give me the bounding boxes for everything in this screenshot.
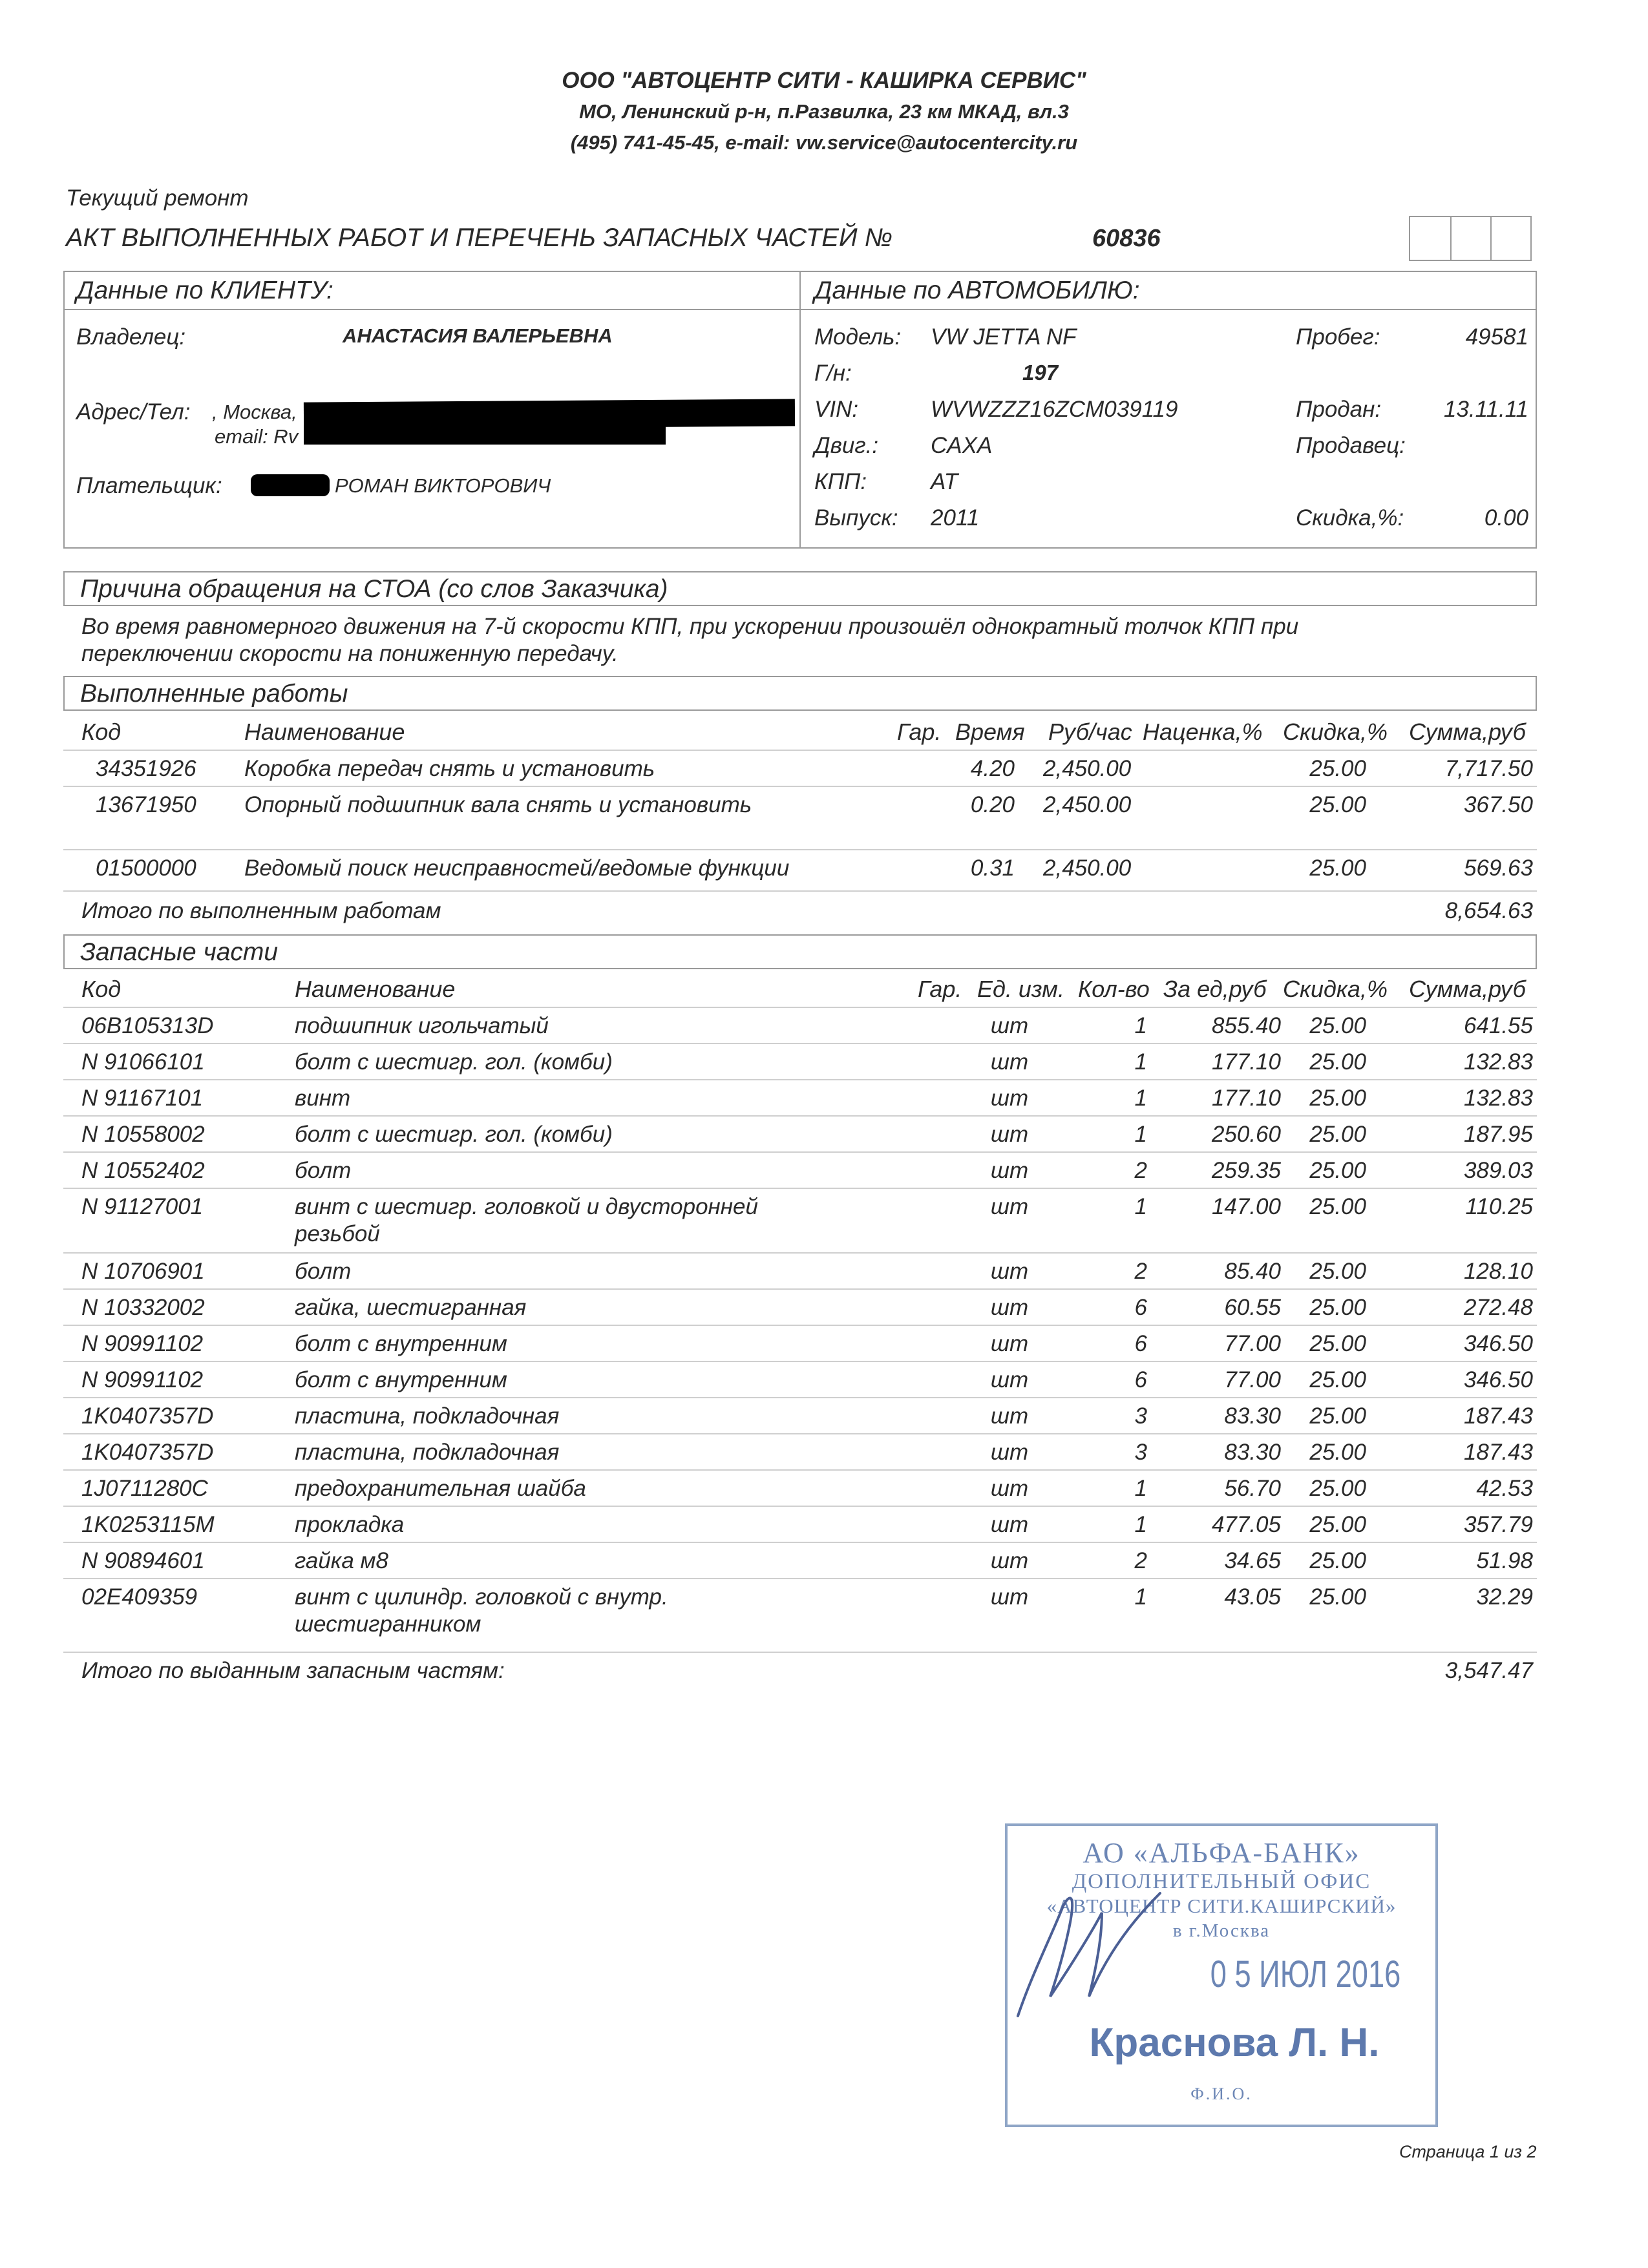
reason-heading: Причина обращения на СТОА (со слов Заказчика): [80, 575, 668, 603]
row-line: [63, 1469, 1537, 1471]
row-line: [63, 1151, 1537, 1153]
part-price: 250.60: [1211, 1122, 1281, 1147]
part-unit: шт: [990, 1403, 1029, 1429]
col-sum: Сумма,руб: [1409, 976, 1526, 1002]
part-code: N 91127001: [81, 1194, 204, 1219]
redaction-bar: [251, 474, 330, 496]
repair-type: Текущий ремонт: [66, 185, 249, 211]
part-sum: 187.43: [1463, 1440, 1533, 1465]
row-line: [63, 1188, 1537, 1189]
part-sum: 132.83: [1463, 1049, 1533, 1075]
work-code: 13671950: [96, 792, 196, 817]
parts-total-row: [0, 1658, 1648, 1694]
part-discount: 25.00: [1309, 1049, 1366, 1075]
table-row: [0, 1194, 1648, 1256]
part-sum: 32.29: [1476, 1584, 1533, 1610]
part-code: N 10706901: [81, 1259, 205, 1284]
row-line: [63, 786, 1537, 787]
part-price: 85.40: [1224, 1259, 1281, 1284]
work-name: Коробка передач снять и установить: [244, 756, 655, 781]
part-name: болт с шестигр. гол. (комби): [295, 1049, 613, 1075]
sold-value: 13.11.11: [1443, 397, 1528, 422]
part-unit: шт: [990, 1013, 1029, 1038]
signature-mark: [1005, 1867, 1199, 2035]
year-value: 2011: [931, 505, 980, 530]
part-qty: 3: [1134, 1440, 1147, 1465]
part-unit: шт: [990, 1295, 1029, 1320]
part-qty: 1: [1134, 1049, 1147, 1075]
part-qty: 6: [1134, 1331, 1147, 1356]
part-discount: 25.00: [1309, 1367, 1366, 1392]
work-code: 34351926: [96, 756, 196, 781]
part-discount: 25.00: [1309, 1476, 1366, 1501]
part-sum: 272.48: [1463, 1295, 1533, 1320]
part-price: 77.00: [1224, 1331, 1281, 1356]
part-qty: 2: [1134, 1259, 1147, 1284]
part-name: предохранительная шайба: [295, 1476, 586, 1501]
part-name: винт с шестигр. головкой и двусторонней: [295, 1194, 758, 1219]
year-label: Выпуск:: [814, 505, 898, 530]
company-address: МО, Ленинский р-н, п.Развилка, 23 км МКАД, вл.3: [579, 100, 1069, 123]
part-price: 56.70: [1224, 1476, 1281, 1501]
part-code: 1K0253115M: [81, 1512, 215, 1537]
part-sum: 132.83: [1463, 1086, 1533, 1111]
part-qty: 1: [1134, 1086, 1147, 1111]
work-rate: 2,450.00: [1043, 756, 1132, 781]
client-heading: Данные по КЛИЕНТУ:: [76, 277, 333, 304]
part-code: N 91167101: [81, 1086, 204, 1111]
part-unit: шт: [990, 1122, 1029, 1147]
part-code: 1J0711280C: [81, 1476, 208, 1501]
part-sum: 357.79: [1463, 1512, 1533, 1537]
row-line: [63, 1252, 1537, 1254]
part-name: гайка м8: [295, 1548, 388, 1573]
part-name: винт: [295, 1086, 351, 1111]
col-price: За ед,руб: [1163, 976, 1267, 1002]
part-price: 855.40: [1211, 1013, 1281, 1038]
part-name: болт: [295, 1259, 352, 1284]
part-price: 60.55: [1224, 1295, 1281, 1320]
part-discount: 25.00: [1309, 1403, 1366, 1429]
part-qty: 1: [1134, 1476, 1147, 1501]
row-line: [63, 1325, 1537, 1326]
part-name: болт с шестигр. гол. (комби): [295, 1122, 613, 1147]
row-line: [63, 1506, 1537, 1507]
part-price: 147.00: [1211, 1194, 1281, 1219]
part-qty: 2: [1134, 1158, 1147, 1183]
part-code: N 90991102: [81, 1367, 204, 1392]
part-sum: 389.03: [1463, 1158, 1533, 1183]
model-label: Модель:: [814, 324, 902, 350]
col-code: Код: [81, 976, 121, 1002]
part-qty: 2: [1134, 1548, 1147, 1573]
part-unit: шт: [990, 1512, 1029, 1537]
mileage-value: 49581: [1465, 324, 1528, 350]
col-warranty: Гар.: [918, 976, 962, 1002]
page-number: Страница 1 из 2: [1399, 2142, 1537, 2161]
parts-header-line: [63, 1007, 1537, 1008]
part-sum: 42.53: [1476, 1476, 1533, 1501]
col-sum: Сумма,руб: [1409, 719, 1526, 745]
part-sum: 51.98: [1476, 1548, 1533, 1573]
part-price: 34.65: [1224, 1548, 1281, 1573]
parts-total-label: Итого по выданным запасным частям:: [81, 1658, 505, 1683]
part-price: 477.05: [1211, 1512, 1281, 1537]
plate-label: Г/н:: [814, 361, 852, 386]
vehicle-heading: Данные по АВТОМОБИЛЮ:: [814, 277, 1140, 304]
part-qty: 1: [1134, 1013, 1147, 1038]
discount-value: 0.00: [1484, 505, 1528, 530]
part-discount: 25.00: [1309, 1440, 1366, 1465]
part-discount: 25.00: [1309, 1259, 1366, 1284]
col-code: Код: [81, 719, 121, 745]
part-name: подшипник игольчатый: [295, 1013, 549, 1038]
work-sum: 569.63: [1463, 856, 1533, 881]
work-discount: 25.00: [1309, 756, 1366, 781]
row-line: [63, 1652, 1537, 1653]
work-sum: 367.50: [1463, 792, 1533, 817]
part-price: 177.10: [1211, 1049, 1281, 1075]
works-total-label: Итого по выполненным работам: [81, 898, 441, 923]
part-discount: 25.00: [1309, 1584, 1366, 1610]
work-time: 4.20: [970, 756, 1015, 781]
discount-label: Скидка,%:: [1296, 505, 1404, 530]
part-price: 83.30: [1224, 1403, 1281, 1429]
part-sum: 641.55: [1463, 1013, 1533, 1038]
redaction-bar: [304, 425, 666, 445]
works-total-value: 8,654.63: [1444, 898, 1533, 923]
part-code: N 10552402: [81, 1158, 205, 1183]
owner-label: Владелец:: [76, 324, 186, 350]
works-heading: Выполненные работы: [80, 680, 348, 708]
stamp-city: в г.Москва: [1172, 1920, 1271, 1941]
model-value: VW JETTA NF: [931, 324, 1077, 350]
sold-label: Продан:: [1296, 397, 1382, 422]
part-qty: 1: [1134, 1194, 1147, 1219]
owner-value: АНАСТАСИЯ ВАЛЕРЬЕВНА: [343, 324, 613, 347]
part-code: 1K0407357D: [81, 1403, 214, 1429]
box-divider: [1450, 217, 1452, 260]
part-name-continued: шестигранником: [295, 1612, 481, 1637]
part-discount: 25.00: [1309, 1086, 1366, 1111]
row-line: [63, 1397, 1537, 1398]
part-code: N 91066101: [81, 1049, 205, 1075]
part-discount: 25.00: [1309, 1158, 1366, 1183]
reason-line-2: переключении скорости на пониженную передачу.: [81, 641, 618, 666]
checkbox-group: [1409, 216, 1532, 261]
mileage-label: Пробег:: [1296, 324, 1380, 350]
part-unit: шт: [990, 1476, 1029, 1501]
col-discount: Скидка,%: [1283, 976, 1388, 1002]
client-vehicle-divider: [799, 271, 801, 549]
col-discount: Скидка,%: [1283, 719, 1388, 745]
part-unit: шт: [990, 1049, 1029, 1075]
part-name: гайка, шестигранная: [295, 1295, 527, 1320]
part-price: 83.30: [1224, 1440, 1281, 1465]
row-line: [63, 1043, 1537, 1044]
part-discount: 25.00: [1309, 1013, 1366, 1038]
payer-label: Плательщик:: [76, 473, 222, 498]
col-name: Наименование: [244, 719, 405, 745]
works-header-line: [63, 750, 1537, 751]
part-sum: 110.25: [1465, 1194, 1533, 1219]
part-name-continued: резьбой: [295, 1221, 380, 1246]
work-sum: 7,717.50: [1444, 756, 1533, 781]
row-line: [63, 1288, 1537, 1290]
work-time: 0.31: [970, 856, 1015, 881]
table-row: [0, 1584, 1648, 1646]
reason-line-1: Во время равномерного движения на 7-й скорости КПП, при ускорении произошёл однократный толчок КПП при: [81, 614, 1299, 639]
client-vehicle-header-line: [63, 309, 1537, 310]
address-value: , Москва,: [212, 401, 297, 423]
row-line: [63, 1542, 1537, 1543]
work-time: 0.20: [970, 792, 1015, 817]
part-qty: 1: [1134, 1512, 1147, 1537]
parts-total-value: 3,547.47: [1444, 1658, 1533, 1683]
engine-label: Двиг.:: [814, 433, 879, 458]
stamp-fio: Ф.И.О.: [1190, 2084, 1252, 2103]
part-unit: шт: [990, 1331, 1029, 1356]
stamp-bank: АО «АЛЬФА-БАНК»: [1083, 1837, 1360, 1869]
company-contacts: (495) 741-45-45, e-mail: vw.service@autocentercity.ru: [570, 131, 1078, 154]
work-row: [0, 792, 1648, 828]
part-sum: 346.50: [1463, 1331, 1533, 1356]
work-name: Опорный подшипник вала снять и установить: [244, 792, 752, 817]
part-unit: шт: [990, 1584, 1029, 1610]
part-qty: 6: [1134, 1295, 1147, 1320]
part-discount: 25.00: [1309, 1512, 1366, 1537]
col-qty: Кол-во: [1078, 976, 1150, 1002]
gearbox-label: КПП:: [814, 469, 867, 494]
part-qty: 6: [1134, 1367, 1147, 1392]
part-code: 06B105313D: [81, 1013, 214, 1038]
part-name: болт с внутренним: [295, 1367, 507, 1392]
gearbox-value: AT: [931, 469, 958, 494]
part-unit: шт: [990, 1367, 1029, 1392]
part-discount: 25.00: [1309, 1548, 1366, 1573]
row-line: [63, 890, 1537, 892]
parts-heading: Запасные части: [80, 938, 279, 966]
part-code: N 10558002: [81, 1122, 205, 1147]
part-discount: 25.00: [1309, 1122, 1366, 1147]
part-discount: 25.00: [1309, 1194, 1366, 1219]
row-line: [63, 1361, 1537, 1362]
part-unit: шт: [990, 1259, 1029, 1284]
part-code: N 10332002: [81, 1295, 205, 1320]
stamp-office: ДОПОЛНИТЕЛЬНЫЙ ОФИС: [1072, 1870, 1371, 1893]
work-row: [0, 856, 1648, 892]
part-code: 02E409359: [81, 1584, 198, 1610]
part-name: пластина, подкладочная: [295, 1440, 560, 1465]
document-number: 60836: [1092, 225, 1161, 252]
vin-value: WVWZZZ16ZCM039119: [931, 397, 1178, 422]
col-markup: Наценка,%: [1143, 719, 1263, 745]
part-price: 259.35: [1211, 1158, 1281, 1183]
seller-label: Продавец:: [1296, 433, 1406, 458]
part-name: болт с внутренним: [295, 1331, 507, 1356]
part-sum: 128.10: [1463, 1259, 1533, 1284]
col-name: Наименование: [295, 976, 456, 1002]
company-name: ООО "АВТОЦЕНТР СИТИ - КАШИРКА СЕРВИС": [562, 68, 1086, 93]
part-price: 77.00: [1224, 1367, 1281, 1392]
part-unit: шт: [990, 1194, 1029, 1219]
row-line: [63, 1578, 1537, 1579]
works-total-row: [0, 898, 1648, 934]
work-discount: 25.00: [1309, 856, 1366, 881]
part-code: N 90894601: [81, 1548, 205, 1573]
work-rate: 2,450.00: [1043, 856, 1132, 881]
payer-value: РОМАН ВИКТОРОВИЧ: [335, 474, 551, 497]
email-value: email: Rv: [215, 425, 299, 448]
row-line: [63, 1079, 1537, 1080]
address-label: Адрес/Тел:: [76, 399, 191, 425]
part-unit: шт: [990, 1086, 1029, 1111]
document-title: АКТ ВЫПОЛНЕННЫХ РАБОТ И ПЕРЕЧЕНЬ ЗАПАСНЫХ ЧАСТЕЙ №: [66, 224, 893, 252]
part-price: 43.05: [1224, 1584, 1281, 1610]
stamp-person-name: Краснова Л. Н.: [1089, 2021, 1380, 2065]
part-code: 1K0407357D: [81, 1440, 214, 1465]
part-sum: 187.43: [1463, 1403, 1533, 1429]
parts-frame: [63, 934, 1537, 969]
stamp-date: 0 5 ИЮЛ 2016: [1210, 1953, 1401, 1995]
part-discount: 25.00: [1309, 1331, 1366, 1356]
col-unit: Ед. изм.: [977, 976, 1064, 1002]
col-warranty: Гар.: [897, 719, 942, 745]
part-qty: 3: [1134, 1403, 1147, 1429]
part-name: болт: [295, 1158, 352, 1183]
part-discount: 25.00: [1309, 1295, 1366, 1320]
part-sum: 346.50: [1463, 1367, 1533, 1392]
part-name: винт с цилиндр. головкой с внутр.: [295, 1584, 668, 1610]
work-rate: 2,450.00: [1043, 792, 1132, 817]
part-code: N 90991102: [81, 1331, 204, 1356]
work-code: 01500000: [96, 856, 196, 881]
part-qty: 1: [1134, 1584, 1147, 1610]
box-divider: [1490, 217, 1492, 260]
work-discount: 25.00: [1309, 792, 1366, 817]
work-name: Ведомый поиск неисправностей/ведомые функции: [244, 856, 790, 881]
part-unit: шт: [990, 1440, 1029, 1465]
part-qty: 1: [1134, 1122, 1147, 1147]
engine-value: CAXA: [931, 433, 993, 458]
row-line: [63, 849, 1537, 850]
part-unit: шт: [990, 1548, 1029, 1573]
part-unit: шт: [990, 1158, 1029, 1183]
part-sum: 187.95: [1463, 1122, 1533, 1147]
col-time: Время: [955, 719, 1025, 745]
col-rate: Руб/час: [1048, 719, 1132, 745]
part-name: прокладка: [295, 1512, 405, 1537]
row-line: [63, 1433, 1537, 1434]
vin-label: VIN:: [814, 397, 859, 422]
part-name: пластина, подкладочная: [295, 1403, 560, 1429]
part-price: 177.10: [1211, 1086, 1281, 1111]
plate-value: 197: [1022, 361, 1059, 384]
stamp-office-name: «АВТОЦЕНТР СИТИ.КАШИРСКИЙ»: [1046, 1895, 1397, 1917]
row-line: [63, 1115, 1537, 1117]
